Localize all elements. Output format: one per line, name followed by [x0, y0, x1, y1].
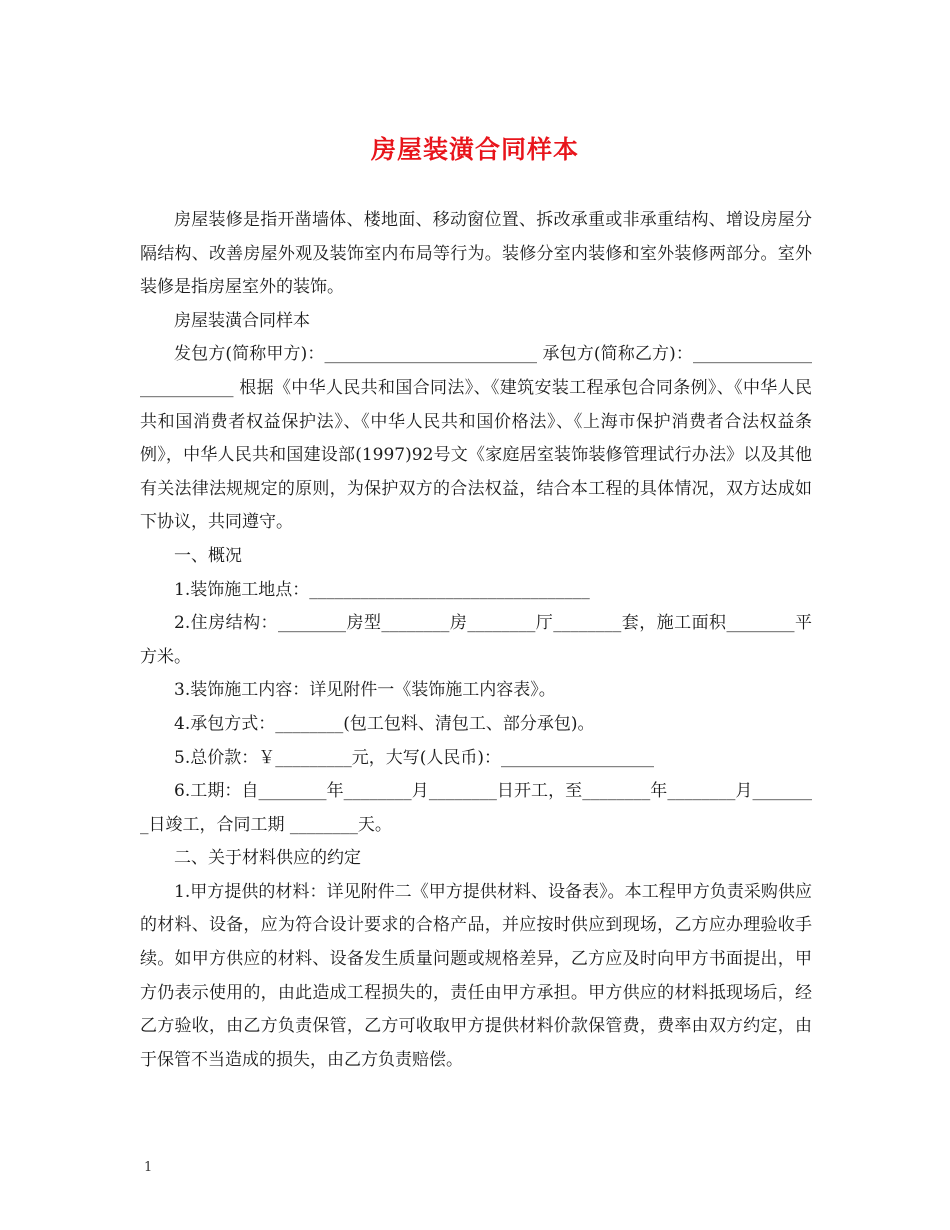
section-heading-overview: 一、概况 — [174, 545, 242, 566]
clause-construction-content: 3.装饰施工内容：详见附件一《装饰施工内容表》。 — [174, 680, 556, 701]
clause-housing-structure: 2.住房结构：________房型________房________厅________套，施工面积________平方米。 — [140, 613, 812, 667]
clause-party-a-materials: 1.甲方提供的材料：详见附件二《甲方提供材料、设备表》。本工程甲方负责采购供应的材料、设备，应为符合设计要求的合格产品，并应按时供应到现场，乙方应办理验收手续。如甲方供应的材料、设备发生质量问题或规格差异，乙方应及时向甲方书面提出，甲方仍表示使用的，由此造成工程损失的，责任由甲方承担。甲方供应的材料抵现场后，经乙方验收，由乙方负责保管，乙方可收取甲方提供材料价款保管费，费率由双方约定，由于保管不当造成的损失，由乙方负责赔偿。 — [140, 881, 812, 1070]
clause-total-price: 5.总价款：￥_________元，大写(人民币)：__________________ — [174, 747, 654, 768]
clause-location: 1.装饰施工地点：_________________________________ — [174, 579, 590, 600]
document-title: 房屋装潢合同样本 — [370, 135, 579, 164]
paragraph-subtitle: 房屋装潢合同样本 — [174, 310, 310, 331]
page-number: 1 — [144, 1160, 153, 1175]
paragraph-intro: 房屋装修是指开凿墙体、楼地面、移动窗位置、拆改承重或非承重结构、增设房屋分隔结构、改善房屋外观及装饰室内布局等行为。装修分室内装修和室外装修两部分。室外装修是指房屋室外的装饰。 — [140, 210, 812, 298]
clause-schedule: 6.工期：自________年________月________日开工，至________年________月________日竣工，合同工期 ________天。 — [140, 781, 812, 835]
section-heading-materials: 二、关于材料供应的约定 — [174, 848, 361, 869]
document-body — [140, 204, 812, 1077]
paragraph-parties: 发包方(简称甲方)：_________________________ 承包方(简称乙方)：_________________________ 根据《中华人民共和国合同法》、《建筑安装工程承包合同条例》、《中华人民共和国消费者权益保护法》、《中华人民共和国价格法》、《上海市保护消费者合法权益条例》，中华人民共和国建设部(1997)92号文《家庭居室装饰装修管理试行办法》以及其他有关法律法规规定的原则，为保护双方的合法权益，结合本工程的具体情况，双方达成如下协议，共同遵守。 — [140, 344, 812, 533]
clause-contract-method: 4.承包方式：________(包工包料、清包工、部分承包)。 — [174, 713, 595, 734]
